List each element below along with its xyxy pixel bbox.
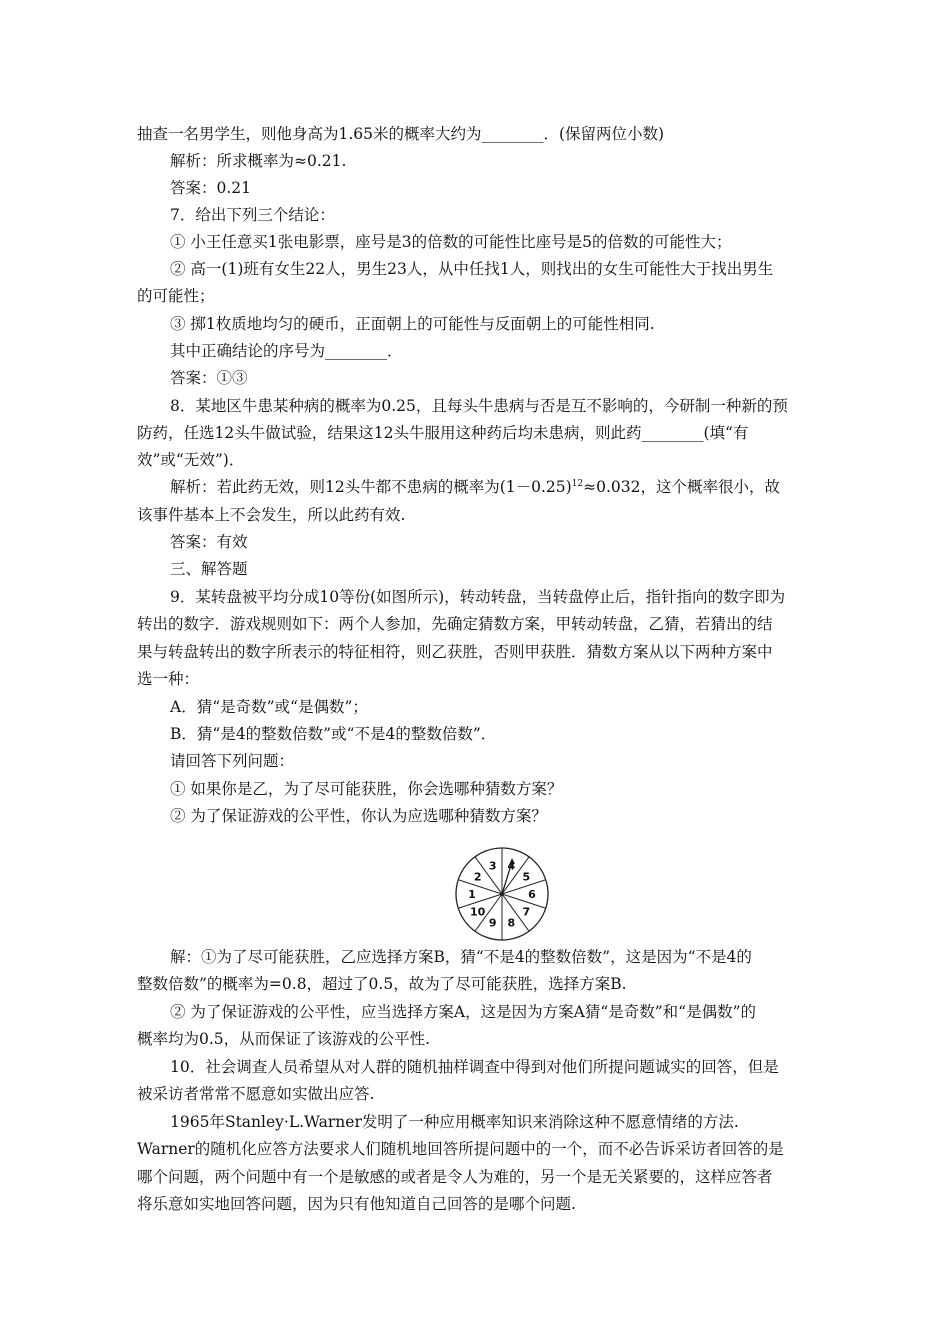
q9-ask-1: ① 如果你是乙，为了尽可能获胜，你会选哪种猜数方案？ [170,780,563,798]
q8-analysis [170,477,780,497]
q9-stem-3: 果与转盘转出的数字所表示的特征相符，则乙获胜，否则甲获胜．猜数方案从以下两种方案中 [137,643,773,661]
q10-stem-4: Warner的随机化应答方法要求人们随机地回答所提问题中的一个，而不必告诉采访者回答的是 [137,1140,784,1158]
q6-analysis: 解析：所求概率为≈0.21. [170,152,347,170]
q9-stem-2: 转出的数字．游戏规则如下：两个人参加，先确定猜数方案，甲转动转盘，乙猜，若猜出的结 [137,615,773,633]
q10-stem-6: 将乐意如实地回答问题，因为只有他知道自己回答的是哪个问题. [137,1195,576,1213]
q9-stem-4: 选一种： [137,670,200,688]
q8-stem-1: 8．某地区牛患某种病的概率为0.25，且每头牛患病与否是互不影响的，今研制一种新的预 [170,397,788,415]
section-heading: 三、解答题 [170,560,248,578]
spinner-number-2: 2 [473,870,482,884]
q9-ask: 请回答下列问题： [170,752,295,770]
q8-answer: 答案：有效 [170,533,248,551]
q6-answer: 答案：0.21 [170,179,252,197]
q8-analysis-cont: 该事件基本上不会发生，所以此药有效. [137,506,406,524]
q7-conclusion-3: ③ 掷1枚质地均匀的硬币，正面朝上的可能性与反面朝上的可能性相同. [170,315,655,333]
q7-conclusion-1: ① 小王任意买1张电影票，座号是3的倍数的可能性比座号是5的倍数的可能性大； [170,233,732,251]
q8-stem-2: 防药，任选12头牛做试验，结果这12头牛服用这种药后均未患病，则此药________(填“有 [137,424,749,442]
q10-stem-3: 1965年Stanley·L.Warner发明了一种应用概率知识来消除这种不愿意情绪的方法. [170,1113,739,1131]
spinner-number-4: 4 [507,859,516,873]
q9-solution-2: ② 为了保证游戏的公平性，应当选择方案A，这是因为方案A猜“是奇数”和“是偶数”的 [170,1003,757,1021]
q9-solution-1-cont: 整数倍数”的概率为=0.8，超过了0.5，故为了尽可能获胜，选择方案B. [137,975,627,993]
q6-tail: 抽查一名男学生，则他身高为1.65米的概率大约为________．(保留两位小数) [137,125,665,143]
q7-ask: 其中正确结论的序号为________． [170,342,403,360]
spinner-number-7: 7 [522,905,531,919]
q9-solution-2-cont: 概率均为0.5，从而保证了该游戏的公平性. [137,1030,431,1048]
q9-option-a: A．猜“是奇数”或“是偶数”； [170,698,368,716]
q9-option-b: B．猜“是4的整数倍数”或“不是4的整数倍数”． [170,725,497,743]
q8-analysis-pre: 解析：若此药无效，则12头牛都不患病的概率为(1－0.25) [170,478,572,496]
q7-conclusion-2-cont: 的可能性； [137,287,215,305]
spinner-figure [452,844,552,944]
q7-answer: 答案：①③ [170,369,248,387]
q8-analysis-exponent: 12 [571,479,584,489]
q7-stem: 7．给出下列三个结论： [170,206,335,224]
q9-solution-1: 解：①为了尽可能获胜，乙应选择方案B，猜“不是4的整数倍数”，这是因为“不是4的 [170,948,752,966]
spinner-number-6: 6 [528,888,536,901]
q9-ask-2: ② 为了保证游戏的公平性，你认为应选哪种猜数方案？ [170,807,547,825]
q8-analysis-post: ≈0.032，这个概率很小，故 [583,478,781,496]
q9-stem-1: 9．某转盘被平均分成10等份(如图所示)，转动转盘，当转盘停止后，指针指向的数字即为 [170,588,786,606]
q10-stem-2: 被采访者常常不愿意如实做出应答. [137,1085,375,1103]
spinner-number-3: 3 [488,859,497,873]
spinner-number-1: 1 [468,888,476,901]
spinner-number-10: 10 [470,905,486,919]
spinner-number-9: 9 [488,916,497,930]
q8-stem-3: 效”或“无效”)． [137,451,245,469]
spinner-number-5: 5 [522,870,531,884]
spinner-number-8: 8 [507,916,516,930]
q10-stem-5: 哪个问题，两个问题中有一个是敏感的或者是令人为难的，另一个是无关紧要的，这样应答者 [137,1168,773,1186]
q7-conclusion-2: ② 高一(1)班有女生22人，男生23人，从中任找1人，则找出的女生可能性大于找出男生 [170,260,774,278]
q10-stem-1: 10．社会调查人员希望从对人群的随机抽样调查中得到对他们所提问题诚实的回答，但是 [170,1058,779,1076]
